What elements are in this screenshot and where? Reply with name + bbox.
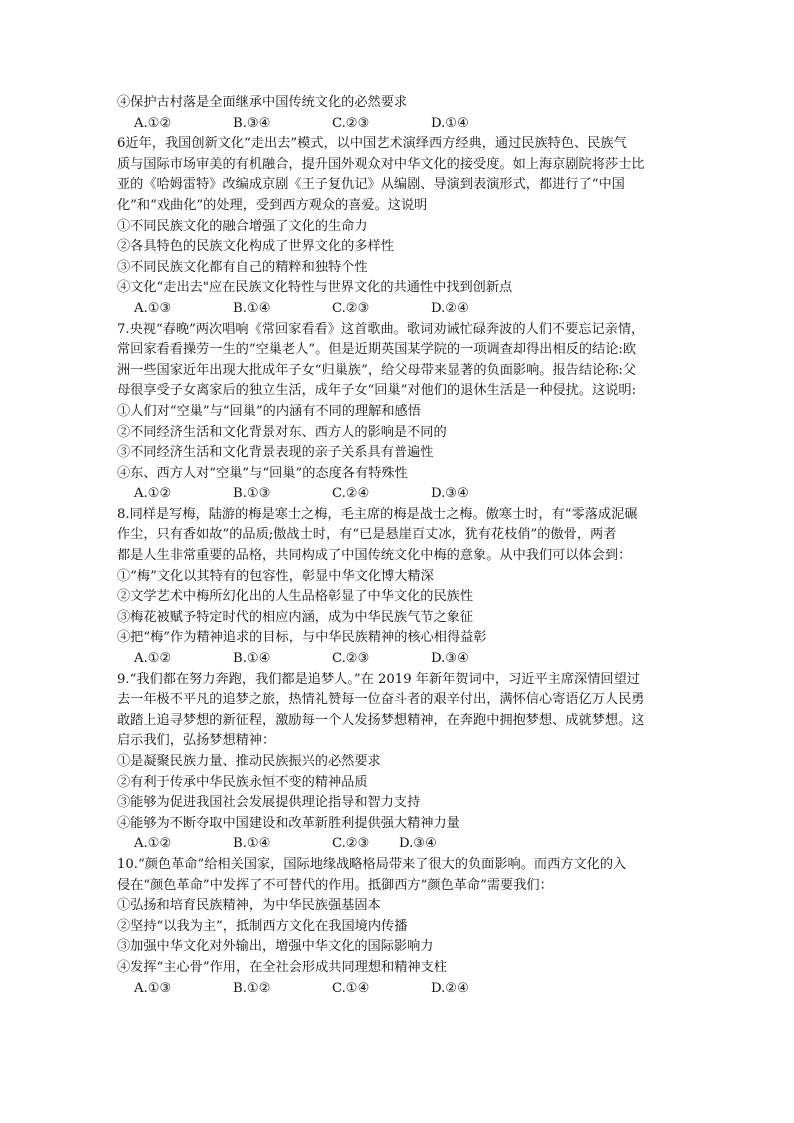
option-item: ④发挥“主心骨”作用，在全社会形成共同理想和精神支柱 (117, 959, 447, 975)
option-item: ③梅花被赋予特定时代的相应内涵，成为中华民族气节之象征 (117, 609, 474, 625)
choice-d: D.②④ (431, 980, 469, 996)
question-stem-line: 6近年，我国创新文化“走出去”模式，以中国艺术演绎西方经典，通过民族特色、民族气 (117, 136, 627, 152)
choice-b: B.①④ (233, 651, 271, 667)
question-stem-line: 8.同样是写梅，陆游的梅是寒士之梅，毛主席的梅是战士之梅。傲寒士时，有“零落成泥碾 (117, 506, 638, 522)
option-item: ②各具特色的民族文化构成了世界文化的多样性 (117, 239, 394, 255)
question-stem-line: 质与国际市场审美的有机融合，提升国外观众对中华文化的接受度。如上海京剧院将莎士比 (117, 156, 645, 172)
question-list (117, 134, 682, 999)
choice-d: D.①④ (431, 115, 469, 131)
option-item: ④把“梅”作为精神追求的目标，与中华民族精神的核心相得益彰 (117, 630, 487, 646)
choice-b: B.①④ (233, 300, 271, 316)
option-item: ①不同民族文化的融合增强了文化的生命力 (117, 218, 368, 234)
question-10 (117, 855, 682, 999)
choice-a: A.①② (134, 651, 172, 667)
exam-page (117, 93, 682, 999)
question-stem-line: 敢踏上追寻梦想的新征程，激励每一个人发扬梦想精神，在奔跑中拥抱梦想、成就梦想。这 (117, 712, 645, 728)
option-item: ②坚持“以我为主”，抵制西方文化在我国境内传播 (117, 918, 408, 934)
choice-d: D.③④ (399, 836, 437, 852)
choice-b: B.①③ (233, 486, 271, 502)
question-stem-line: 7.央视“春晚”两次唱响《常回家看看》这首歌曲。歌词劝诫忙碌奔波的人们不要忘记亲情， (117, 321, 645, 337)
option-item: ③不同经济生活和文化背景表现的亲子关系具有普遍性 (117, 445, 434, 461)
choice-a: A.①② (134, 486, 172, 502)
question-6 (117, 134, 682, 319)
answer-choices (117, 114, 682, 135)
choice-d: D.③④ (431, 486, 469, 502)
question-stem-line: 亚的《哈姆雷特》改编成京剧《王子复仇记》从编剧、导演到表演形式，都进行了“中国 (117, 177, 625, 193)
question-7 (117, 320, 682, 505)
option-item: ④文化“走出去"应在民族文化特性与世界文化的共通性中找到创新点 (117, 280, 513, 296)
answer-choices (117, 484, 682, 505)
choice-d: D.②④ (431, 300, 469, 316)
answer-choices (117, 979, 682, 1000)
question-stem-line: 化”和“戏曲化”的处理，受到西方观众的喜爱。这说明 (117, 197, 428, 213)
question-stem-line: 侵在“颜色革命”中发挥了不可替代的作用。抵御西方“颜色革命”需要我们： (117, 877, 553, 893)
option-item: ④保护古村落是全面继承中国传统文化的必然要求 (117, 95, 408, 110)
choice-b: B.①④ (233, 836, 271, 852)
option-item: ①弘扬和培育民族精神，为中华民族强基固本 (117, 898, 381, 914)
question-stem-line: 洲一些国家近年出现大批成年子女“归巢族”，给父母带来显著的负面影响。报告结论称:父 (117, 362, 637, 378)
option-item: ②有利于传承中华民族永恒不变的精神品质 (117, 774, 368, 790)
question-stem-line: 母很享受子女离家后的独立生活，成年子女“回巢”对他们的退休生活是一种侵扰。这说明: (117, 383, 637, 399)
choice-b: B.③④ (233, 115, 271, 131)
option-item: ②不同经济生活和文化背景对东、西方人的影响是不同的 (117, 424, 447, 440)
answer-choices (117, 649, 682, 670)
answer-choices (117, 834, 682, 855)
question-stem-line: 去一年极不平凡的追梦之旅，热情礼赞每一位奋斗者的艰辛付出，满怀信心寄语亿万人民勇 (117, 692, 645, 708)
choice-c: C.②③ (332, 300, 370, 316)
question-stem-line: 常回家看看操劳一生的“空巢老人”。但是近期英国某学院的一项调查却得出相反的结论:欧 (117, 342, 637, 358)
question-stem-line: 启示我们，弘扬梦想精神： (117, 733, 276, 749)
option-item: ②文学艺术中梅所幻化出的人生品格彰显了中华文化的民族性 (117, 589, 474, 605)
option-item: ③能够为促进我国社会发展提供理论指导和智力支持 (117, 795, 421, 811)
choice-a: A.①② (134, 836, 172, 852)
option-item: ①人们对“空巢”与“回巢”的内涵有不同的理解和感悟 (117, 403, 421, 419)
choice-a: A.①③ (134, 980, 172, 996)
choice-c: C.②③ (332, 115, 370, 131)
choice-c: C.②③ (332, 836, 370, 852)
option-item: ④东、西方人对“空巢”与“回巢”的态度各有特殊性 (117, 465, 408, 481)
choice-a: A.①② (134, 115, 172, 131)
option-item: ③不同民族文化都有自己的精粹和独特个性 (117, 259, 368, 275)
question-stem-line: 9.“我们都在努力奔跑，我们都是追梦人。”在 2019 年新年贺词中，习近平主席深情回望过 (117, 671, 640, 687)
option-item: ①是凝聚民族力量、推动民族振兴的必然要求 (117, 754, 381, 769)
choice-c: C.②③ (332, 651, 370, 667)
choice-b: B.①② (233, 980, 271, 996)
question-stem-line: 作尘，只有香如故”的品质;傲战士时，有“已是悬崖百丈冰，犹有花枝俏”的傲骨，两者 (117, 527, 617, 543)
answer-choices (117, 299, 682, 320)
option-item: ①“梅”文化以其特有的包容性，彰显中华文化博大精深 (117, 568, 434, 584)
choice-c: C.①④ (332, 980, 370, 996)
option-item: ③加强中华文化对外输出，增强中华文化的国际影响力 (117, 939, 434, 955)
option-item: ④能够为不断夺取中国建设和改革新胜利提供强大精神力量 (117, 815, 460, 831)
choice-a: A.①③ (134, 300, 172, 316)
question-5-tail (117, 93, 682, 134)
choice-d: D.③④ (431, 651, 469, 667)
choice-c: C.②④ (332, 486, 370, 502)
question-9 (117, 670, 682, 855)
question-stem-line: 10.“颜色革命”给相关国家，国际地缘战略格局带来了很大的负面影响。而西方文化的入 (117, 856, 627, 872)
question-stem-line: 都是人生非常重要的品格，共同构成了中国传统文化中梅的意象。从中我们可以体会到： (117, 548, 632, 564)
question-8 (117, 505, 682, 670)
